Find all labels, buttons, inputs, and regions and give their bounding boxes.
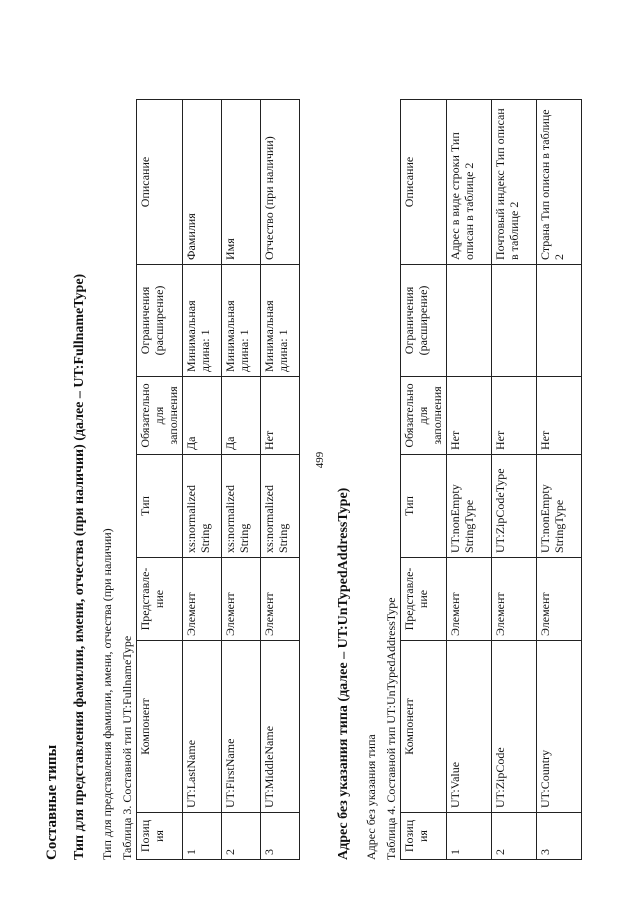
header-restrictions: Ограничения (расширение) [137,265,183,377]
table-row [537,100,582,860]
cell-required: Да [222,377,261,455]
cell-required: Нет [261,377,300,455]
cell-description: Страна Тип описан в таблице 2 [537,100,582,265]
header-representation: Представле-ние [401,558,447,641]
cell-description: Адрес в виде строки Тип описан в таблице 2 [447,100,492,265]
header-component: Компонент [401,641,447,813]
untyped-address-type-table [400,99,582,860]
cell-required: Да [183,377,222,455]
header-description: Описание [401,100,447,265]
table-row [261,100,300,860]
cell-required: Нет [537,377,582,455]
cell-restrictions: Минимальная длина: 1 [183,265,222,377]
cell-position: 1 [447,813,492,860]
table-row [183,100,222,860]
cell-representation: Элемент [537,558,582,641]
cell-representation: Элемент [447,558,492,641]
cell-position: 1 [183,813,222,860]
cell-type: xs:normalized String [183,455,222,558]
cell-restrictions: Минимальная длина: 1 [222,265,261,377]
section-title: Составные типы [44,744,60,860]
cell-position: 2 [222,813,261,860]
header-component: Компонент [137,641,183,813]
header-restrictions: Ограничения (расширение) [401,265,447,377]
cell-type: xs:normalized String [222,455,261,558]
fullname-type-table [136,99,300,860]
header-type: Тип [401,455,447,558]
fullname-heading: Тип для представления фамилии, имени, отчества (при наличии) (далее – UT:FullnameType) [72,273,87,860]
cell-type: UT:nonEmpty StringType [447,455,492,558]
address-intro: Адрес без указания типа [364,734,378,860]
header-description: Описание [137,100,183,265]
table-header-row [137,100,183,860]
cell-component: UT:LastName [183,641,222,813]
cell-representation: Элемент [222,558,261,641]
cell-component: UT:FirstName [222,641,261,813]
cell-restrictions: Минимальная длина: 1 [261,265,300,377]
cell-component: UT:ZipCode [492,641,537,813]
cell-position: 3 [537,813,582,860]
cell-component: UT:MiddleName [261,641,300,813]
cell-representation: Элемент [492,558,537,641]
cell-component: UT:Value [447,641,492,813]
cell-position: 2 [492,813,537,860]
table4-caption: Таблица 4. Составной тип UT:UnTypedAddressType [384,597,398,860]
page-number: 499 [314,451,326,469]
cell-restrictions [492,265,537,377]
table-row [447,100,492,860]
cell-description: Отчество (при наличии) [261,100,300,265]
header-type: Тип [137,455,183,558]
table-header-row [401,100,447,860]
header-representation: Представле-ние [137,558,183,641]
cell-type: UT:ZipCodeType [492,455,537,558]
cell-representation: Элемент [183,558,222,641]
cell-component: UT:Country [537,641,582,813]
header-position: Позиция [137,813,183,860]
cell-representation: Элемент [261,558,300,641]
cell-type: xs:normalized String [261,455,300,558]
cell-description: Фамилия [183,100,222,265]
cell-description: Почтовый индекс Тип описан в таблице 2 [492,100,537,265]
cell-description: Имя [222,100,261,265]
cell-position: 3 [261,813,300,860]
table-row [222,100,261,860]
fullname-intro: Тип для представления фамилии, имени, отчества (при наличии) [100,528,114,860]
cell-type: UT:nonEmpty StringType [537,455,582,558]
table-row [492,100,537,860]
cell-required: Нет [447,377,492,455]
rotated-page-content [40,100,600,860]
table3-caption: Таблица 3. Составной тип UT:FullnameType [120,635,134,860]
cell-restrictions [537,265,582,377]
header-required: Обязательно для заполнения [137,377,183,455]
cell-required: Нет [492,377,537,455]
header-position: Позиция [401,813,447,860]
header-required: Обязательно для заполнения [401,377,447,455]
cell-restrictions [447,265,492,377]
address-heading: Адрес без указания типа (далее – UT:UnTypedAddressType) [336,487,351,860]
